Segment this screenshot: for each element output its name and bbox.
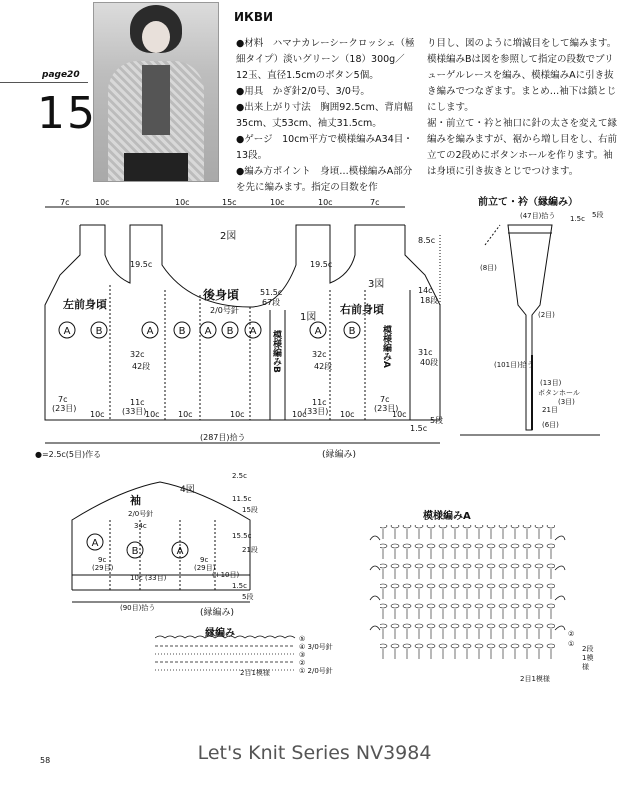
right-dim-4: 31c [418, 348, 433, 357]
left-front-label: 左前身頃 [63, 298, 107, 311]
sleeve-cuff-left: 9c [98, 556, 107, 564]
sleeve-inc: (+10目) [212, 571, 240, 579]
top-dim-1: 7c [60, 198, 70, 207]
sleeve-rows-left: (29目) [92, 564, 114, 572]
collar-title: 前立て・衿（縁編み） [478, 197, 578, 208]
motif-b-3: B [226, 326, 234, 337]
bottom-dim-5: 10c [292, 410, 307, 419]
collar-last: (6目) [542, 421, 559, 429]
notes-paragraph-2: 裾・前立て・衿と袖口に針の太さを変えて縁編みを編みますが、裾から増し目をし、右前立ての2段めにボタンホールを作ります。袖は身頃に引き抜きとじでつけます。 [427, 118, 618, 177]
sleeve-needle: 2/0号針 [128, 510, 154, 518]
notes-block [427, 36, 617, 180]
fig1-label: 1図 [300, 312, 317, 323]
pattern-a-label: 模様編みA [381, 325, 391, 368]
body-rows-right: 42段 [314, 362, 333, 371]
sleeve-dim-6: 1.5c [232, 582, 247, 590]
collar-dim1: 1.5c [570, 215, 585, 223]
materials-block [236, 36, 416, 196]
sleeve-dim-4: 15.5c [232, 532, 252, 540]
sleeve-motif-a-2: A [176, 546, 184, 557]
series-footer: Let's Knit Series NV3984 [197, 742, 432, 764]
body-length-left: 32c [130, 350, 145, 359]
edging-title: 縁編み [205, 628, 235, 639]
sleeve-title: 袖 [130, 494, 141, 507]
bottom-dim-3: 10c [178, 410, 193, 419]
bottom-dim-6: 10c [340, 410, 355, 419]
notes-paragraph-1: り目し、図のように増減目をして編みます。模様編みBは図を参照して指定の段数でブリューゲルレースを編み、模様編みAに引き抜き編みでつなぎます。まとめ…袖下は鎖とじにします。 [427, 38, 617, 113]
motif-a-5: A [314, 326, 322, 337]
pattern-b-label: 模様編みB [271, 330, 281, 373]
collar-rows1: 5段 [592, 211, 604, 219]
sleeve-motif-b: B [131, 546, 139, 557]
motif-a-2: A [146, 326, 154, 337]
sleeve-pickup: (90目)拾う [120, 604, 156, 612]
body-length-right: 32c [312, 350, 327, 359]
side-hem-right: 7c [380, 395, 390, 404]
total-stitches: (287目)拾う [200, 433, 246, 442]
collar-side1: (8目) [480, 264, 497, 272]
photo-watermark: ИКВИ [234, 10, 274, 24]
pattern-number: 15 [37, 88, 97, 139]
gauge-line: ●ゲージ 10cm平方で模様編みA34目・13段。 [236, 134, 413, 161]
back-rows: 67段 [262, 298, 281, 307]
motif-a-3: A [204, 326, 212, 337]
collar-hole-count: (3目) [558, 398, 575, 406]
right-dim-1: 8.5c [418, 236, 436, 245]
top-dim-3: 10c [175, 198, 190, 207]
bottom-dim-2: 10c [145, 410, 160, 419]
body-rows-left: 42段 [132, 362, 151, 371]
sleeve-rows-right: (29目) [194, 564, 216, 572]
sleeve-cuff-rows: (33目) [145, 574, 167, 582]
edging-row-4: ④ 3/0号針 [299, 643, 333, 651]
edging-row-1: ① 2/0号針 [299, 667, 333, 675]
collar-top: (47目)拾う [520, 212, 556, 220]
sleeve-dim-5: 21段 [242, 546, 258, 554]
side-rows-left: (23目) [52, 404, 77, 413]
motif-b-1: B [95, 326, 103, 337]
sleeve-motif-a-1: A [91, 538, 99, 549]
fig2-label: 2図 [220, 231, 237, 242]
sleeve-dim-3: 15段 [242, 506, 258, 514]
side-rows-right: (23目) [374, 404, 399, 413]
sleeve-width: 34c [134, 522, 147, 530]
right-dim-6: 1.5c [410, 424, 428, 433]
motif-b-4: B [348, 326, 356, 337]
sleeve-dim-7: 5段 [242, 593, 254, 601]
top-dim-2: 10c [95, 198, 110, 207]
pattern-a-chart [365, 520, 595, 670]
motif-a-1: A [63, 326, 71, 337]
header-rule [0, 82, 88, 83]
right-dim-7: 5段 [430, 416, 444, 425]
right-dim-5: 40段 [420, 358, 439, 367]
right-dim-2: 14c [418, 286, 433, 295]
hem-rows-right: (33目) [304, 407, 329, 416]
sleeve-dim-1: 2.5c [232, 472, 247, 480]
edging-row-5: ⑤ [299, 635, 306, 643]
sleeve-dim-2: 11.5c [232, 495, 252, 503]
side-hem-left: 7c [58, 395, 68, 404]
hem-len-right: 11c [312, 398, 327, 407]
edging-row-2: ② [299, 659, 306, 667]
edging-row-3: ③ [299, 651, 306, 659]
sleeve-fig: 4図 [180, 485, 195, 495]
collar-gap: 21目 [542, 406, 558, 414]
neck-drop-right: 19.5c [310, 260, 333, 269]
back-label: 後身頃 [203, 288, 240, 302]
motif-a-4: A [249, 326, 257, 337]
hem-rows-left: (33目) [122, 407, 147, 416]
body-diagram [0, 195, 460, 465]
pattern-a-side-row-2: ② [568, 630, 575, 638]
materials-line: ●材料 ハマナカレーシークロッシェ（極細タイプ）淡いグリーン（18）300g／12玉、直径1.5cmのボタン5個。 [236, 38, 415, 81]
pattern-a-title: 模様編みA [423, 511, 471, 522]
bottom-dim-4: 10c [230, 410, 245, 419]
top-dim-5: 10c [270, 198, 285, 207]
right-front-label: 右前身頃 [340, 303, 384, 316]
model-photo [93, 2, 219, 182]
bottom-dim-7: 10c [392, 410, 407, 419]
page-number: 58 [40, 756, 51, 765]
hem-len-left: 11c [130, 398, 145, 407]
motif-b-2: B [178, 326, 186, 337]
bottom-dim-1: 10c [90, 410, 105, 419]
points-line: ●編み方ポイント 身頃…模様編みA部分を先に編みます。指定の目数を作 [236, 166, 413, 193]
back-length: 51.5c [260, 288, 283, 297]
size-line: ●出来上がり寸法 胸囲92.5cm、背肩幅35cm、丈53cm、袖丈31.5cm。 [236, 102, 413, 129]
top-dim-7: 7c [370, 198, 380, 207]
pattern-a-repeat: 2目1模様 [520, 675, 550, 683]
neck-drop-left: 19.5c [130, 260, 153, 269]
stitch-legend: ●=2.5c(5目)作る [35, 450, 102, 459]
tools-line: ●用具 かぎ針2/0号、3/0号。 [236, 86, 370, 97]
pattern-a-row-label: 2段1模様 [582, 645, 594, 671]
collar-front: (101目)拾う [494, 361, 534, 369]
top-dim-4: 15c [222, 198, 237, 207]
sleeve-cuff-right: 9c [200, 556, 209, 564]
collar-side2: (2目) [538, 311, 555, 319]
edging-repeat: 2目1模様 [240, 669, 270, 677]
back-needle: 2/0号針 [210, 306, 239, 315]
collar-buttonhole: ボタンホール [538, 389, 580, 397]
collar-diagram [460, 205, 620, 440]
collar-hole-start: (13目) [540, 379, 562, 387]
right-dim-3: 18段 [420, 296, 439, 305]
body-edging-label: (縁編み) [322, 450, 357, 460]
sleeve-edging: (縁編み) [200, 608, 235, 618]
page-label: page20 [42, 70, 80, 80]
sleeve-cuff: 10c [130, 574, 143, 582]
fig3-label: 3図 [368, 279, 385, 290]
pattern-a-side-row-1: ① [568, 640, 575, 648]
top-dim-6: 10c [318, 198, 333, 207]
